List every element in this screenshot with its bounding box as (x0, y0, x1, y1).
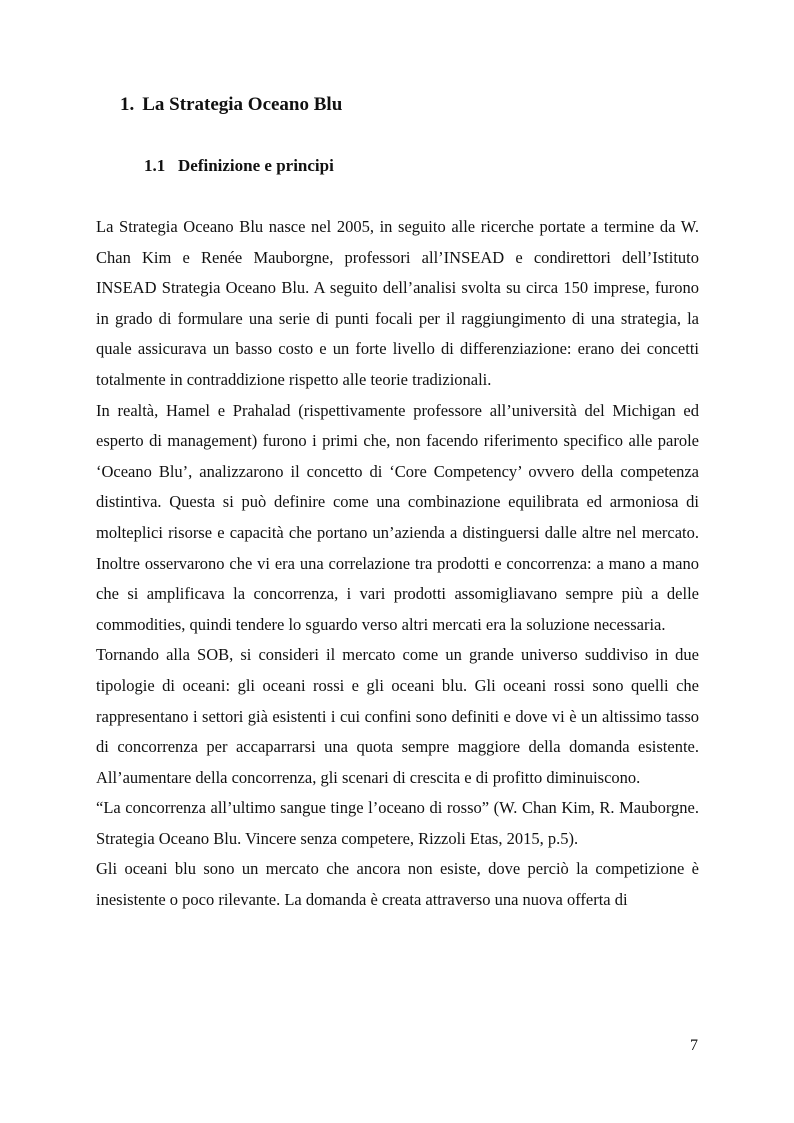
section-heading (144, 156, 334, 176)
chapter-number: 1. (120, 94, 135, 115)
paragraph: In realtà, Hamel e Prahalad (rispettivamente professore all’università del Michigan ed esperto di management) furono i primi che, non facendo riferimento specifico alle parole ‘Oceano Blu’, analizzarono il concetto di ‘Core Competency’ ovvero della competenza distintiva. Questa si può definire come una combinazione equilibrata ed armoniosa di molteplici risorse e capacità che portano un’azienda a distinguersi dalle altre nel mercato. Inoltre osservarono che vi era una correlazione tra prodotti e concorrenza: a mano a mano che si amplificava la concorrenza, i vari prodotti assomigliavano sempre più a delle commodities, quindi tendere lo sguardo verso altri mercati era la soluzione necessaria. (96, 400, 699, 634)
section-number: 1.1 (144, 156, 166, 175)
section-title: Definizione e principi (178, 156, 334, 175)
page-number: 7 (690, 1037, 698, 1054)
chapter-heading (120, 94, 342, 116)
paragraph: Tornando alla SOB, si consideri il mercato come un grande universo suddiviso in due tipologie di oceani: gli oceani rossi e gli oceani blu. Gli oceani rossi sono quelli che rappresentano i settori già esistenti i cui confini sono definiti e dove vi è un altissimo tasso di concorrenza per accaparrarsi una quota sempre maggiore della domanda esistente. All’aumentare della concorrenza, gli scenari di crescita e di profitto diminuiscono. (96, 645, 699, 787)
paragraph: La Strategia Oceano Blu nasce nel 2005, in seguito alle ricerche portate a termine da W. Chan Kim e Renée Mauborgne, professori all’INSEAD e condirettori dell’Istituto INSEAD Strategia Oceano Blu. A seguito dell’analisi svolta su circa 150 imprese, furono in grado di formulare una serie di punti focali per il raggiungimento di una strategia, la quale assicurava un basso costo e un forte livello di differenziazione: erano dei concetti totalmente in contraddizione rispetto alle teorie tradizionali. (96, 217, 699, 389)
chapter-title: La Strategia Oceano Blu (142, 94, 343, 115)
paragraph: “La concorrenza all’ultimo sangue tinge l’oceano di rosso” (W. Chan Kim, R. Mauborgne. Strategia Oceano Blu. Vincere senza competere, Rizzoli Etas, 2015, p.5). (96, 798, 699, 848)
body-text (96, 212, 699, 916)
paragraph: Gli oceani blu sono un mercato che ancora non esiste, dove perciò la competizione è inesistente o poco rilevante. La domanda è creata attraverso una nuova offerta di (96, 859, 699, 910)
